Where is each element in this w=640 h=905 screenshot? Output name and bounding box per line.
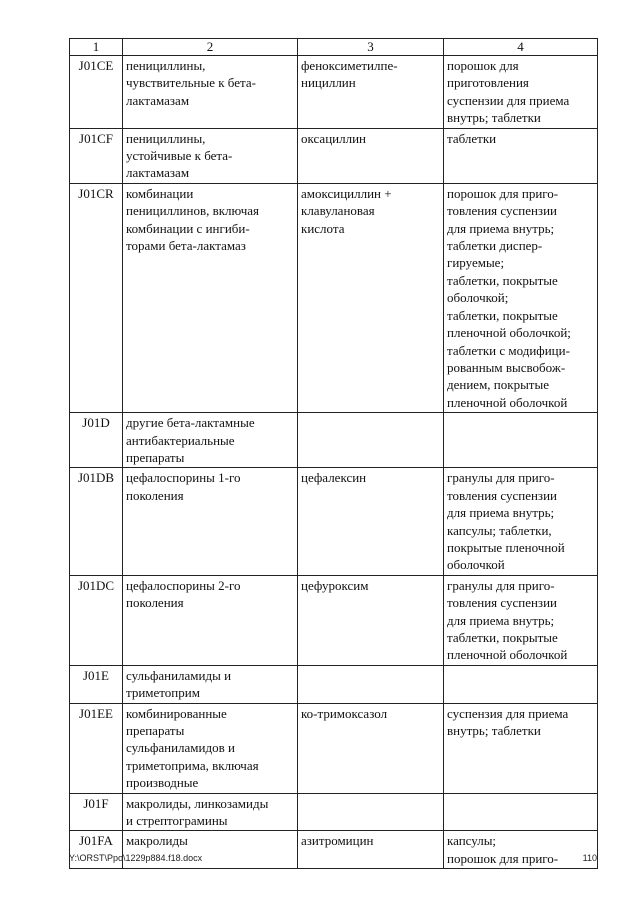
dosage-form-cell: порошок для приго- товления суспензии для приема внутрь; таблетки диспер- гируемые; таблетки, покрытые оболочкой; таблетки, покрытые пленочной оболочкой; таблетки с модифици- рованным высвобож- дением, покрытые пленочной оболочкой [444, 183, 598, 412]
table-row [70, 575, 598, 665]
group-name-cell: макролиды [123, 831, 298, 869]
drug-name-cell [298, 793, 444, 831]
drug-name-cell: цефалексин [298, 468, 444, 575]
column-header-2: 2 [123, 39, 298, 56]
table-row [70, 413, 598, 468]
drug-name-cell: азитромицин [298, 831, 444, 869]
atc-code-cell: J01EE [70, 703, 123, 793]
group-name-cell: пенициллины, устойчивые к бета- лактамазам [123, 128, 298, 183]
dosage-form-cell: капсулы; порошок для приго- [444, 831, 598, 869]
group-name-cell: цефалоспорины 2-го поколения [123, 575, 298, 665]
dosage-form-cell: гранулы для приго- товления суспензии для приема внутрь; капсулы; таблетки, покрытые пленочной оболочкой [444, 468, 598, 575]
table-row [70, 468, 598, 575]
drug-name-cell: цефуроксим [298, 575, 444, 665]
table-row [70, 183, 598, 412]
dosage-form-cell: порошок для приготовления суспензии для приема внутрь; таблетки [444, 56, 598, 129]
atc-code-cell: J01DC [70, 575, 123, 665]
group-name-cell: комбинированные препараты сульфаниламидов и триметоприма, включая производные [123, 703, 298, 793]
footer-file-path: Y:\ORST\Ppo\1229p884.f18.docx [69, 853, 203, 863]
table-header [70, 39, 598, 56]
drug-name-cell [298, 413, 444, 468]
table-row [70, 793, 598, 831]
group-name-cell: сульфаниламиды и триметоприм [123, 665, 298, 703]
group-name-cell: пенициллины, чувствительные к бета- лактамазам [123, 56, 298, 129]
dosage-form-cell [444, 413, 598, 468]
header-row [70, 39, 598, 56]
column-header-1: 1 [70, 39, 123, 56]
atc-code-cell: J01CR [70, 183, 123, 412]
group-name-cell: комбинации пенициллинов, включая комбинации с ингиби- торами бета-лактамаз [123, 183, 298, 412]
atc-code-cell: J01CE [70, 56, 123, 129]
column-header-3: 3 [298, 39, 444, 56]
drug-name-cell [298, 665, 444, 703]
dosage-form-cell: таблетки [444, 128, 598, 183]
atc-code-cell: J01CF [70, 128, 123, 183]
drug-name-cell: феноксиметилпе- нициллин [298, 56, 444, 129]
column-header-4: 4 [444, 39, 598, 56]
atc-code-cell: J01E [70, 665, 123, 703]
dosage-form-cell [444, 665, 598, 703]
page-number: 110 [582, 853, 597, 863]
drug-classification-table [69, 38, 598, 869]
dosage-form-cell: суспензия для приема внутрь; таблетки [444, 703, 598, 793]
atc-code-cell: J01FA [70, 831, 123, 869]
drug-name-cell: оксациллин [298, 128, 444, 183]
table-row [70, 56, 598, 129]
drug-name-cell: амоксициллин + клавулановая кислота [298, 183, 444, 412]
group-name-cell: другие бета-лактамные антибактериальные препараты [123, 413, 298, 468]
dosage-form-cell [444, 793, 598, 831]
table-body [70, 56, 598, 869]
dosage-form-cell: гранулы для приго- товления суспензии для приема внутрь; таблетки, покрытые пленочной оболочкой [444, 575, 598, 665]
group-name-cell: цефалоспорины 1-го поколения [123, 468, 298, 575]
group-name-cell: макролиды, линкозамиды и стрептограмины [123, 793, 298, 831]
table-row [70, 128, 598, 183]
drug-name-cell: ко-тримоксазол [298, 703, 444, 793]
atc-code-cell: J01DB [70, 468, 123, 575]
table-row [70, 703, 598, 793]
table-row [70, 831, 598, 869]
atc-code-cell: J01D [70, 413, 123, 468]
table-row [70, 665, 598, 703]
atc-code-cell: J01F [70, 793, 123, 831]
